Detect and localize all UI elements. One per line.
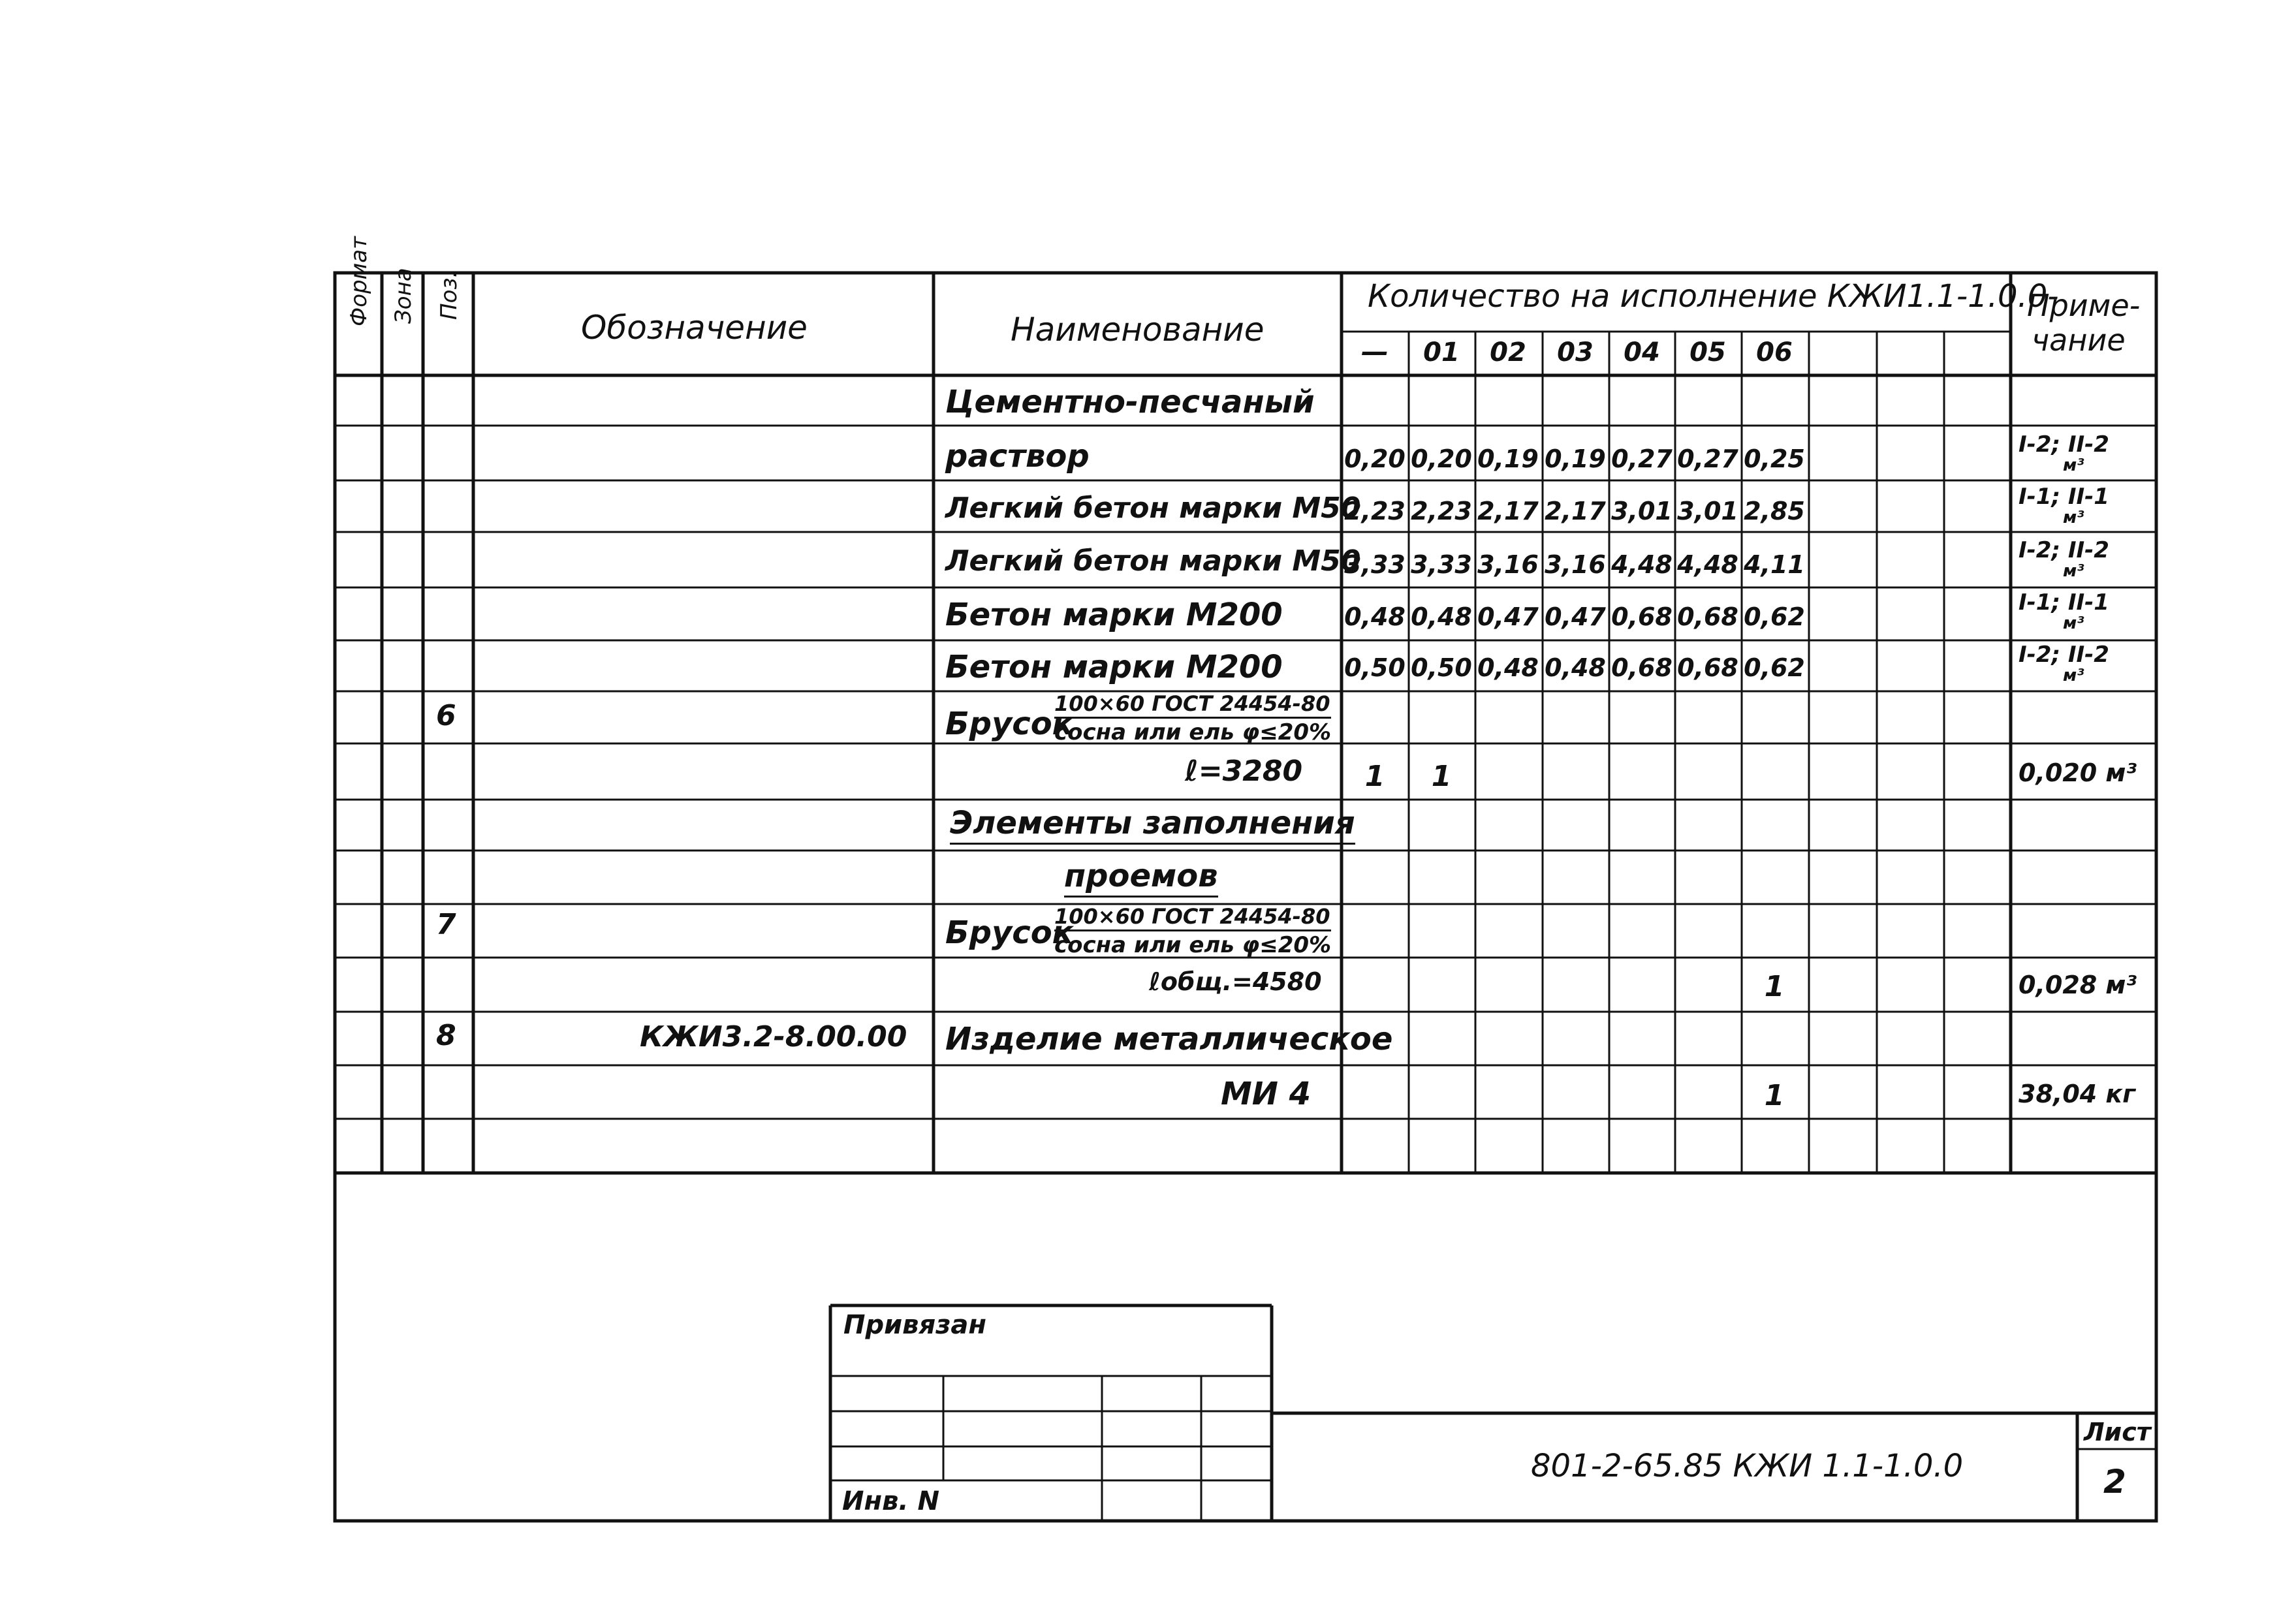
row6-val-4: 0,68 [1611, 653, 1673, 682]
row12-val: 1 [1764, 970, 1785, 1003]
row13-name: Изделие металлическое [945, 1021, 1393, 1057]
row4-val-6: 4,11 [1744, 550, 1805, 579]
row3-val-5: 3,01 [1677, 497, 1738, 525]
row3-val-1: 2,23 [1411, 497, 1472, 525]
row4-val-4: 4,48 [1611, 550, 1673, 579]
row4-val-5: 4,48 [1677, 550, 1738, 579]
row8-length: ℓ=3280 [1185, 755, 1303, 788]
variant-01: 01 [1423, 337, 1460, 367]
row8-note: 0,020 м³ [2019, 758, 2137, 787]
row4-note: I-2; II-2 [2019, 537, 2109, 563]
stamp-inv: Инв. N [842, 1486, 940, 1516]
row3-note: I-1; II-1 [2019, 484, 2109, 510]
row5-val-5: 0,68 [1677, 602, 1738, 631]
row7-frac-top: 100×60 ГОСТ 24454-80 [1054, 693, 1331, 719]
row2-val-3: 0,19 [1545, 445, 1606, 473]
header-zone: Зона [390, 268, 416, 324]
variant-04: 04 [1624, 337, 1660, 367]
header-pos: Поз. [436, 270, 462, 320]
row2-name: раствор [945, 438, 1090, 475]
section-heading-line2: проемов [1064, 860, 1218, 898]
row5-val-3: 0,47 [1545, 602, 1606, 631]
row6-name: Бетон марки М200 [945, 649, 1283, 685]
row11-frac-top: 100×60 ГОСТ 24454-80 [1054, 906, 1331, 931]
row2-val-1: 0,20 [1411, 445, 1472, 473]
row12-length: ℓобщ.=4580 [1149, 967, 1322, 996]
row14-note: 38,04 кг [2019, 1080, 2136, 1108]
row3-val-6: 2,85 [1744, 497, 1805, 525]
row5-val-4: 0,68 [1611, 602, 1673, 631]
row4-val-3: 3,16 [1545, 550, 1606, 579]
row5-val-6: 0,62 [1744, 602, 1805, 631]
row5-unit: м³ [2063, 614, 2084, 633]
row2-note: I-2; II-2 [2019, 431, 2109, 458]
row2-val-0: 0,20 [1344, 445, 1406, 473]
row5-note: I-1; II-1 [2019, 589, 2109, 616]
row3-val-2: 2,17 [1477, 497, 1539, 525]
header-format: Формат [346, 236, 372, 326]
row2-val-5: 0,27 [1677, 445, 1738, 473]
row8-val-1: 1 [1431, 760, 1452, 793]
row4-val-1: 3,33 [1411, 550, 1472, 579]
header-quantity: Количество на исполнение КЖИ1.1-1.0.0- [1368, 278, 2059, 315]
row14-val: 1 [1764, 1079, 1785, 1112]
variant-02: 02 [1490, 337, 1526, 367]
row6-val-1: 0,50 [1411, 653, 1472, 682]
row11-frac-bot: сосна или ель φ≤20% [1054, 932, 1332, 958]
stamp-sheet-number: 2 [2103, 1463, 2126, 1501]
row2-val-6: 0,25 [1744, 445, 1805, 473]
variant-05: 05 [1689, 337, 1726, 367]
row6-val-2: 0,48 [1477, 653, 1539, 682]
row7-fraction [1054, 693, 1331, 743]
stamp-bound: Привязан [843, 1310, 987, 1340]
row11-fraction [1054, 906, 1331, 956]
row6-val-0: 0,50 [1344, 653, 1406, 682]
row14-name: МИ 4 [1221, 1076, 1312, 1112]
row3-unit: м³ [2063, 508, 2084, 527]
row1-name: Цементно-песчаный [945, 384, 1315, 420]
stamp-sheet-label: Лист [2084, 1418, 2151, 1446]
header-note-line2: чание [2032, 322, 2126, 358]
stamp-doc-code: 801-2-65.85 КЖИ 1.1-1.0.0 [1531, 1448, 1964, 1484]
row4-val-2: 3,16 [1477, 550, 1539, 579]
row5-val-0: 0,48 [1344, 602, 1406, 631]
header-designation: Обозначение [581, 309, 808, 347]
row13-pos: 8 [436, 1019, 456, 1052]
row3-val-0: 2,23 [1344, 497, 1406, 525]
row13-designation: КЖИ3.2-8.00.00 [640, 1020, 907, 1054]
row6-note: I-2; II-2 [2019, 642, 2109, 668]
header-name: Наименование [1011, 311, 1265, 349]
row12-note: 0,028 м³ [2019, 971, 2137, 999]
row5-val-2: 0,47 [1477, 602, 1539, 631]
row3-val-3: 2,17 [1545, 497, 1606, 525]
row3-name: Легкий бетон марки М50 [945, 492, 1361, 525]
row5-name: Бетон марки М200 [945, 597, 1283, 633]
row11-name: Брусок [945, 914, 1074, 951]
row4-unit: м³ [2063, 561, 2084, 581]
row4-name: Легкий бетон марки М50 [945, 544, 1361, 578]
row4-val-0: 3,33 [1344, 550, 1406, 579]
row6-val-5: 0,68 [1677, 653, 1738, 682]
section-heading-line1: Элементы заполнения [950, 807, 1355, 845]
row2-val-4: 0,27 [1611, 445, 1673, 473]
variant-base: — [1361, 336, 1389, 367]
row2-unit: м³ [2063, 456, 2084, 475]
variant-06: 06 [1756, 337, 1793, 367]
row5-val-1: 0,48 [1411, 602, 1472, 631]
row6-unit: м³ [2063, 666, 2084, 685]
row6-val-6: 0,62 [1744, 653, 1805, 682]
row6-val-3: 0,48 [1545, 653, 1606, 682]
header-note-line1: Приме- [2027, 288, 2141, 323]
row11-pos: 7 [436, 908, 456, 941]
row7-frac-bot: сосна или ель φ≤20% [1054, 719, 1332, 745]
row7-name: Брусок [945, 706, 1074, 742]
row8-val-0: 1 [1364, 760, 1385, 793]
row3-val-4: 3,01 [1611, 497, 1673, 525]
row7-pos: 6 [436, 699, 456, 732]
variant-03: 03 [1557, 337, 1594, 367]
row2-val-2: 0,19 [1477, 445, 1539, 473]
